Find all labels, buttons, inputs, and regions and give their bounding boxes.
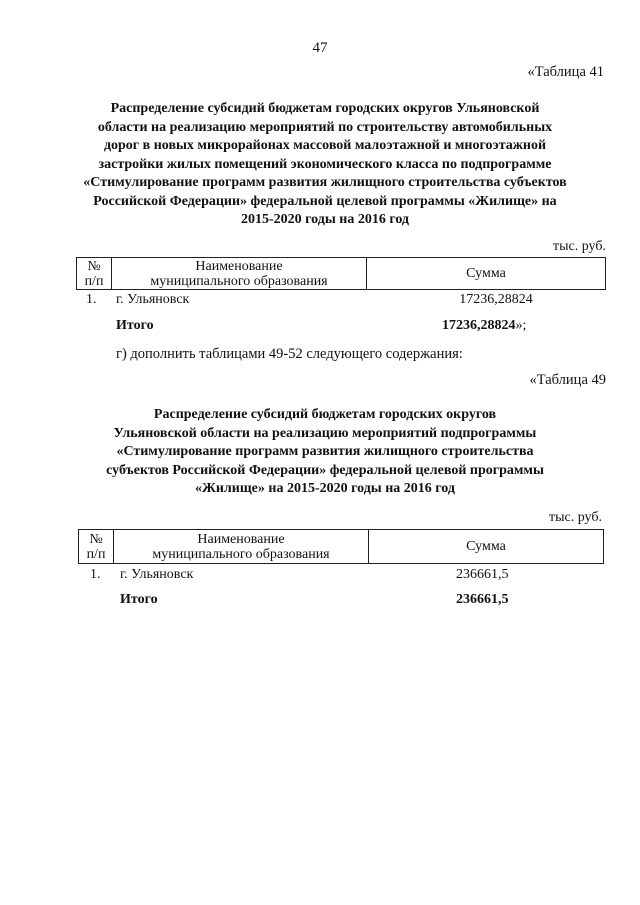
title-line: 2015-2020 годы на 2016 год [240, 212, 410, 227]
header-sum: Сумма [367, 258, 606, 290]
row-number: 1. [86, 292, 97, 307]
table-reference-49: «Таблица 49 [529, 372, 606, 388]
title-line: Распределение субсидий бюджетам городских округов Ульяновской [110, 101, 540, 116]
row-name: г. Ульяновск [116, 292, 190, 307]
row-sum: 17236,28824 [459, 292, 533, 307]
page-number: 47 [312, 40, 328, 56]
title-line: «Жилище» на 2015-2020 годы на 2016 год [195, 481, 455, 496]
body-paragraph: г) дополнить таблицами 49-52 следующего содержания: [116, 346, 463, 362]
total-suffix: »; [515, 318, 527, 333]
title-line: «Стимулирование программ развития жилищного строительства субъектов [83, 175, 567, 190]
header-name-line2: муниципального образования [150, 273, 328, 289]
header-name-line2: муниципального образования [152, 546, 330, 562]
title-line: застройки жилых помещений экономического класса по подпрограмме [98, 156, 552, 172]
header-number [77, 258, 112, 290]
row-sum: 236661,5 [456, 567, 509, 582]
header-number-line2: п/п [86, 546, 106, 562]
header-name [112, 258, 367, 290]
table-41-title [60, 100, 590, 230]
header-number-line1: № [89, 531, 103, 547]
table-reference-41: «Таблица 41 [527, 64, 604, 80]
header-name-line1: Наименование [197, 531, 285, 547]
header-number [79, 530, 114, 564]
title-line: «Стимулирование программ развития жилищного строительства [116, 444, 534, 459]
table-49-header [78, 529, 604, 564]
table-49-title [60, 406, 590, 499]
title-line: Распределение субсидий бюджетам городских округов [153, 407, 497, 422]
row-number: 1. [90, 567, 101, 582]
header-name-line1: Наименование [195, 258, 283, 274]
total-label: Итого [120, 592, 158, 607]
title-line: Ульяновской области на реализацию мероприятий подпрограммы [113, 425, 537, 441]
total-value-group [442, 318, 526, 334]
title-line: области на реализацию мероприятий по строительству автомобильных [97, 119, 553, 135]
table-41-header [76, 257, 606, 290]
header-number-line2: п/п [84, 273, 104, 289]
title-line: дорог в новых микрорайонах массовой малоэтажной и многоэтажной [103, 138, 547, 153]
header-number-line1: № [87, 258, 101, 274]
title-line: Российской Федерации» федеральной целевой программы «Жилище» на [93, 193, 557, 209]
row-name: г. Ульяновск [120, 567, 194, 582]
unit-label: тыс. руб. [549, 510, 602, 525]
unit-label: тыс. руб. [553, 239, 606, 254]
header-sum: Сумма [369, 530, 604, 564]
header-name [114, 530, 369, 564]
total-label: Итого [116, 318, 154, 333]
total-value: 17236,28824 [442, 318, 516, 333]
title-line: субъектов Российской Федерации» федеральной целевой программы [106, 462, 544, 478]
total-value: 236661,5 [456, 592, 509, 607]
